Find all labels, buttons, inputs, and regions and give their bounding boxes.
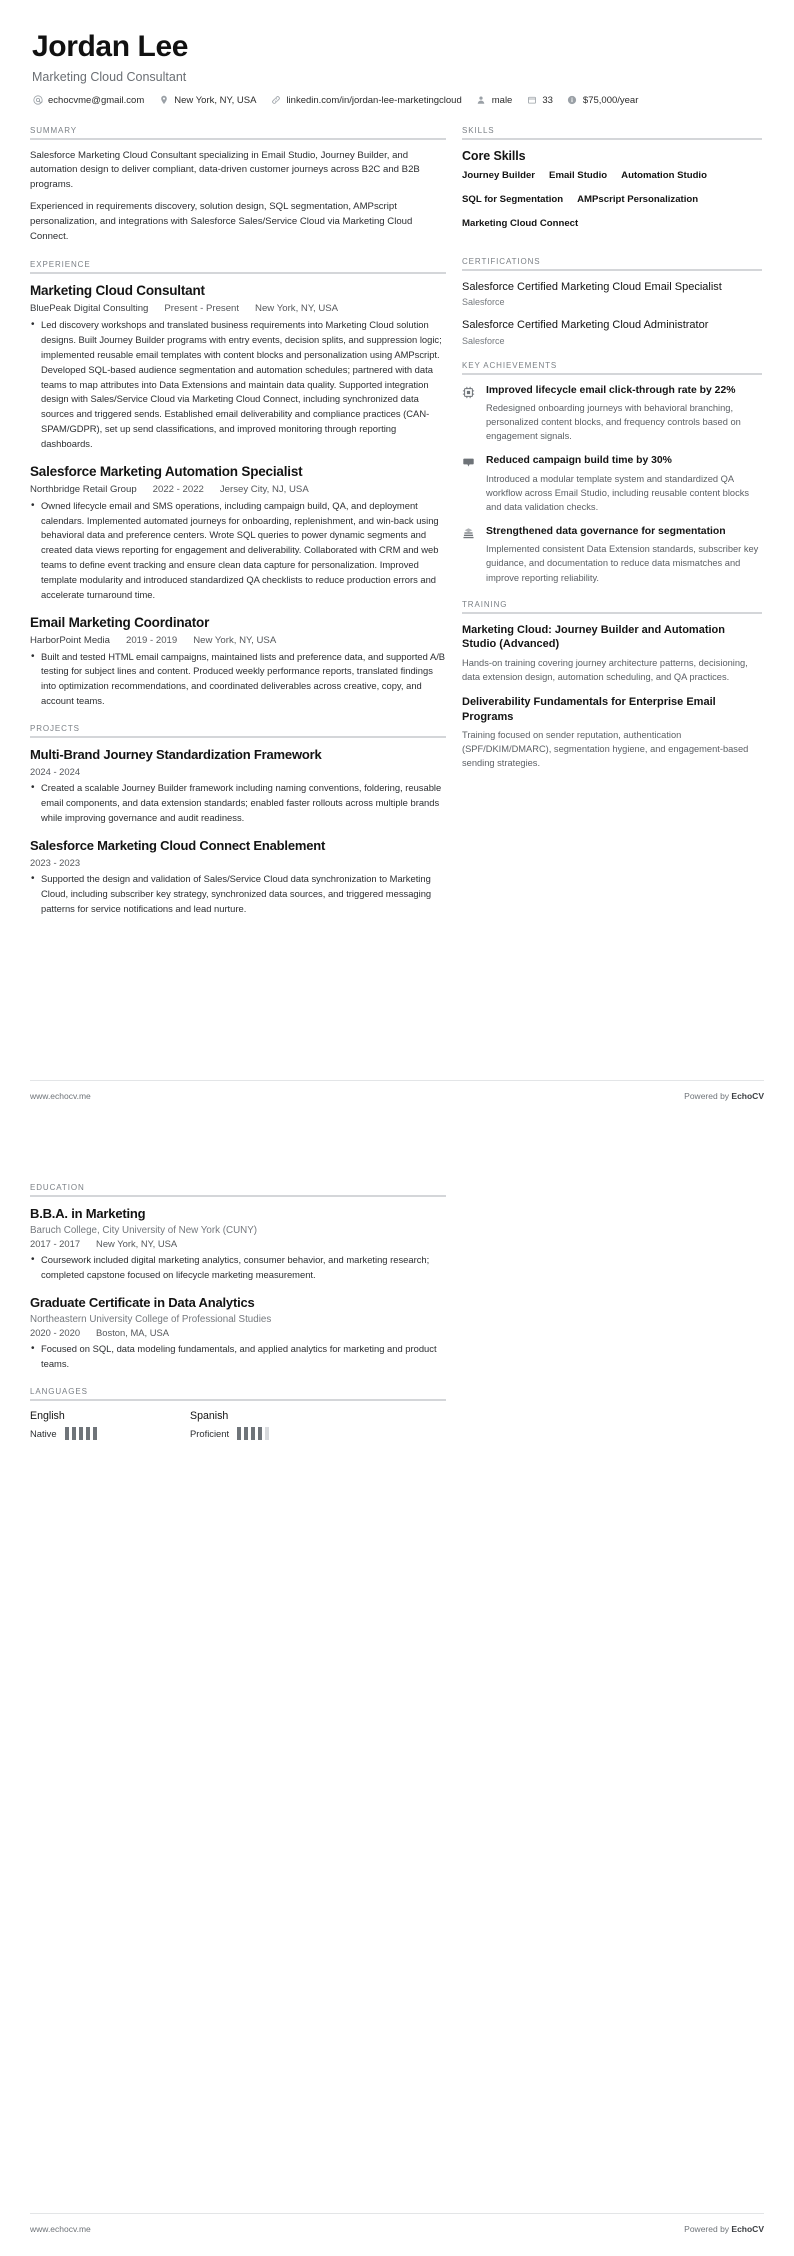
section-title-certifications: CERTIFICATIONS (462, 256, 541, 266)
experience-bullets (30, 499, 446, 603)
achievement-item (462, 525, 762, 585)
training-description: Hands-on training covering journey architecture patterns, decisioning, data extension design, automation scheduling, and QA practices. (462, 657, 748, 682)
training-item (462, 695, 762, 770)
bullet-item: • Built and tested HTML email campaigns, maintained lists and preference data, and supported A/B testing for subject lines and content. Produced weekly performance reports, translated findings into optimization recommendations, and coordinated deliverables across creative, copy, and account teams. (30, 650, 446, 709)
skill-label: Automation Studio (621, 169, 707, 181)
section-divider (462, 269, 762, 271)
certification-item (462, 318, 762, 346)
section-skills (462, 126, 762, 242)
experience-bullets (30, 650, 446, 709)
contact-salary (567, 95, 638, 106)
bullet-item: • Created a scalable Journey Builder framework including naming conventions, foldering, reusable email components, and data extension standards; enabled faster rollouts across multiple brands while improving governance and audit readiness. (30, 781, 446, 826)
page-footer (30, 1080, 764, 1101)
footer-brand-name: EchoCV (731, 2224, 764, 2234)
achievement-item (462, 384, 762, 444)
contact-linkedin-text: linkedin.com/in/jordan-lee-marketingcloud (286, 94, 462, 106)
certification-item (462, 280, 762, 308)
project-bullets (30, 872, 446, 917)
contact-gender (476, 95, 513, 106)
skill-item (549, 170, 607, 185)
certification-issuer: Salesforce (462, 335, 505, 346)
resume-page-1 (0, 0, 794, 1123)
page-footer (30, 2213, 764, 2234)
footer-website[interactable]: www.echocv.me (30, 2224, 91, 2234)
contact-location-text: New York, NY, USA (174, 94, 257, 106)
footer-brand-name: EchoCV (731, 1091, 764, 1101)
skill-label: AMPscript Personalization (577, 193, 699, 205)
contact-email[interactable] (32, 95, 144, 106)
contact-location (158, 95, 256, 106)
section-summary (30, 126, 446, 246)
skill-item (462, 170, 535, 185)
experience-meta (30, 303, 446, 314)
section-languages (30, 1387, 446, 1440)
layers-icon (462, 525, 477, 585)
section-title-summary: SUMMARY (30, 125, 78, 135)
achievement-body (486, 454, 762, 514)
content-columns-page2 (30, 1183, 764, 1455)
email-icon (32, 95, 43, 106)
achievement-description: Redesigned onboarding journeys with behavioral branching, personalized content blocks, and frequency controls based on engagement signals. (486, 402, 741, 442)
certification-issuer: Salesforce (462, 297, 505, 308)
project-entry (30, 747, 446, 826)
language-level: Native (30, 1427, 57, 1439)
language-name: Spanish (190, 1409, 229, 1422)
experience-role: Email Marketing Coordinator (30, 614, 210, 630)
left-column-page2 (30, 1183, 462, 1455)
skill-label: SQL for Segmentation (462, 193, 564, 205)
section-title-skills: SKILLS (462, 125, 495, 135)
content-columns (30, 126, 764, 932)
right-column (462, 126, 762, 786)
contact-linkedin[interactable] (270, 95, 461, 106)
skill-item (577, 194, 698, 209)
footer-powered-prefix: Powered by (684, 1091, 732, 1101)
section-title-projects: PROJECTS (30, 724, 80, 734)
experience-dates: Present - Present (164, 303, 240, 315)
bullet-item: • Coursework included digital marketing analytics, consumer behavior, and marketing research; completed capstone focused on lifecycle marketing measurement. (30, 1253, 446, 1283)
section-divider (462, 612, 762, 614)
bullet-item: • Supported the design and validation of Sales/Service Cloud data synchronization to Marketing Cloud, including subscriber key strategy, synchronized data sources, and triggered messaging patterns for service notifications and lead nurture. (30, 872, 446, 917)
skill-label: Marketing Cloud Connect (462, 217, 579, 229)
language-level-bars (65, 1427, 97, 1440)
contact-age (526, 95, 553, 106)
footer-website[interactable]: www.echocv.me (30, 1091, 91, 1101)
experience-dates: 2022 - 2022 (152, 483, 204, 495)
education-entry (30, 1295, 446, 1372)
section-divider (462, 373, 762, 375)
language-item (190, 1410, 350, 1440)
education-dates: 2017 - 2017 (30, 1238, 81, 1250)
achievement-body (486, 384, 762, 444)
certification-name: Salesforce Certified Marketing Cloud Administrator (462, 319, 709, 332)
section-key-achievements (462, 361, 762, 585)
contact-email-text: echocvme@gmail.com (48, 94, 145, 106)
section-divider (30, 272, 446, 274)
section-divider (30, 1399, 446, 1401)
candidate-job-title: Marketing Cloud Consultant (32, 69, 187, 84)
languages-list (30, 1410, 446, 1440)
contact-salary-text: $75,000/year (582, 94, 639, 106)
skill-label: Journey Builder (462, 169, 536, 181)
language-level: Proficient (190, 1427, 230, 1439)
language-name: English (30, 1409, 65, 1422)
section-divider (462, 138, 762, 140)
experience-meta (30, 635, 446, 646)
experience-location: Jersey City, NJ, USA (219, 483, 309, 495)
education-school: Northeastern University College of Professional Studies (30, 1314, 272, 1326)
language-level-bars (237, 1427, 269, 1440)
experience-location: New York, NY, USA (255, 303, 339, 315)
experience-meta (30, 484, 446, 495)
bullet-item: • Focused on SQL, data modeling fundamentals, and applied analytics for marketing and product teams. (30, 1342, 446, 1372)
contact-gender-text: male (491, 94, 513, 106)
info-icon (567, 95, 578, 106)
link-icon (270, 95, 281, 106)
footer-powered-prefix: Powered by (684, 2224, 732, 2234)
section-title-languages: LANGUAGES (30, 1386, 88, 1396)
skill-item (621, 170, 707, 185)
education-degree: Graduate Certificate in Data Analytics (30, 1294, 255, 1310)
section-education (30, 1183, 446, 1372)
experience-dates: 2019 - 2019 (126, 634, 178, 646)
education-entry (30, 1206, 446, 1283)
section-title-key-achievements: KEY ACHIEVEMENTS (462, 360, 558, 370)
skills-list (462, 170, 762, 242)
summary-paragraph: Salesforce Marketing Cloud Consultant specializing in Email Studio, Journey Builder, and automation design to deliver compliant, data-driven customer journeys across B2C and B2B programs. (30, 149, 420, 191)
education-location: New York, NY, USA (96, 1238, 178, 1250)
experience-role: Salesforce Marketing Automation Specialist (30, 463, 303, 479)
skill-item (462, 194, 563, 209)
section-experience (30, 260, 446, 709)
education-dates: 2020 - 2020 (30, 1327, 81, 1339)
education-location: Boston, MA, USA (96, 1327, 169, 1339)
experience-org: BluePeak Digital Consulting (30, 303, 149, 315)
experience-location: New York, NY, USA (193, 634, 277, 646)
section-title-experience: EXPERIENCE (30, 260, 91, 270)
experience-entry (30, 283, 446, 452)
section-divider (30, 736, 446, 738)
project-title: Salesforce Marketing Cloud Connect Enablement (30, 837, 326, 853)
education-degree: B.B.A. in Marketing (30, 1206, 146, 1221)
calendar-icon (526, 95, 537, 106)
section-training (462, 600, 762, 771)
candidate-name: Jordan Lee (32, 30, 189, 63)
project-dates: 2023 - 2023 (30, 857, 81, 869)
training-name: Deliverability Fundamentals for Enterprise Email Programs (462, 696, 716, 723)
achievement-title: Strengthened data governance for segmentation (486, 526, 726, 537)
section-projects (30, 724, 446, 917)
contact-bar (32, 95, 762, 106)
skill-item (462, 218, 578, 233)
page-separator (0, 1123, 794, 1133)
training-item (462, 623, 762, 684)
resume-page-2 (0, 1133, 794, 2256)
experience-role: Marketing Cloud Consultant (30, 283, 205, 299)
section-divider (30, 1195, 446, 1197)
experience-entry (30, 615, 446, 709)
language-item (30, 1410, 190, 1440)
achievement-title: Improved lifecycle email click-through rate by 22% (486, 384, 736, 396)
summary-paragraph: Experienced in requirements discovery, solution design, SQL segmentation, AMPscript personalization, and integrations with Salesforce Sales/Service Cloud via Marketing Cloud Connect. (30, 201, 413, 243)
project-dates: 2024 - 2024 (30, 766, 81, 778)
training-name: Marketing Cloud: Journey Builder and Automation Studio (Advanced) (462, 623, 725, 651)
person-icon (476, 95, 487, 106)
education-bullets (30, 1342, 446, 1372)
footer-brand (684, 2224, 764, 2234)
project-bullets (30, 781, 446, 826)
bullet-item: • Owned lifecycle email and SMS operations, including campaign build, QA, and deployment calendars. Implemented automated journeys for onboarding, replenishment, and win-back using behavioral data and preference centers. Wrote SQL queries to power dynamic segments and created data views reporting for engagement and deliverability. Collaborated with CRM and web teams to define event tracking and ensure clean data capture for personalization. Improved template modularity and introduced standardized QA checklists to reduce production errors and accelerate turnaround time. (30, 499, 446, 603)
education-meta (30, 1327, 446, 1338)
experience-org: Northbridge Retail Group (30, 483, 137, 495)
resume-header (30, 30, 764, 106)
section-divider (30, 138, 446, 140)
contact-age-text: 33 (542, 94, 553, 106)
achievement-description: Introduced a modular template system and standardized QA workflow across Email Studio, including reusable content blocks and data validation checks. (486, 473, 750, 512)
language-level-row (30, 1427, 190, 1440)
section-certifications (462, 257, 762, 346)
achievement-item (462, 454, 762, 514)
location-pin-icon (158, 95, 169, 106)
left-column (30, 126, 462, 932)
experience-bullets (30, 318, 446, 452)
skills-group-title: Core Skills (462, 148, 526, 163)
language-level-row (190, 1427, 350, 1440)
skill-label: Email Studio (549, 169, 608, 181)
achievement-title: Reduced campaign build time by 30% (486, 455, 672, 467)
chip-icon (462, 384, 477, 444)
section-title-education: EDUCATION (30, 1183, 85, 1192)
project-entry (30, 838, 446, 917)
certification-name: Salesforce Certified Marketing Cloud Email Specialist (462, 280, 722, 293)
footer-brand (684, 1091, 764, 1101)
education-school: Baruch College, City University of New York (CUNY) (30, 1225, 258, 1237)
education-meta (30, 1238, 446, 1249)
bullet-item: • Led discovery workshops and translated business requirements into Marketing Cloud solution designs. Built Journey Builder programs with entry events, decision splits, and suppression logic; implemented reusable email templates with content blocks and personalization using AMPscript. Developed SQL-based audience segmentation and automation schedules; partnered with data teams to map attributes into Data Extensions and maintain data quality. Supported integration design with Sales/Service Cloud via Marketing Cloud Connect, including synchronized data sources and triggered sends. Established email deliverability and compliance practices (CAN-SPAM/GDPR), set up send classifications, and improved monitoring through reporting dashboards. (30, 318, 446, 452)
achievement-body (486, 525, 762, 585)
experience-org: HarborPoint Media (30, 634, 110, 646)
section-title-training: TRAINING (462, 599, 508, 609)
education-bullets (30, 1253, 446, 1283)
training-description: Training focused on sender reputation, authentication (SPF/DKIM/DMARC), segmentation hygiene, and engagement-based sending strategies. (462, 730, 749, 769)
achievement-description: Implemented consistent Data Extension standards, subscriber key guidance, and documentation to reduce data mismatches and improve reporting reliability. (486, 544, 759, 583)
speech-bubble-icon (462, 454, 477, 514)
experience-entry (30, 464, 446, 603)
project-title: Multi-Brand Journey Standardization Framework (30, 747, 322, 763)
